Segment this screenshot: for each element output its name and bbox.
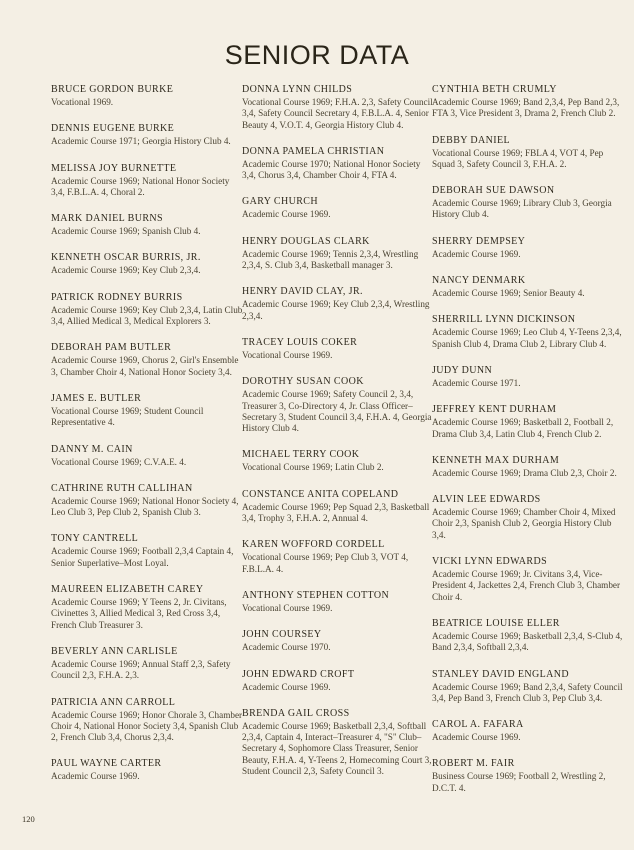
senior-description: Academic Course 1969; Chamber Choir 4, Mixed Choir 2,3, Spanish Club 2, Georgia History Club 3,4. <box>432 507 616 540</box>
column-3 <box>432 84 624 809</box>
senior-description: Academic Course 1969; Basketball 2,3,4, S-Club 4, Band 2,3,4, Softball 2,3,4. <box>432 630 623 653</box>
senior-entry <box>432 494 624 541</box>
senior-entry <box>242 286 434 322</box>
senior-entry <box>51 584 243 631</box>
senior-name: KENNETH MAX DURHAM <box>432 454 560 466</box>
senior-name: JOHN COURSEY <box>242 629 322 641</box>
senior-entry <box>51 252 243 276</box>
senior-name: TRACEY LOUIS COKER <box>242 336 358 348</box>
senior-name: SHERRY DEMPSEY <box>432 235 526 247</box>
senior-entry <box>242 590 434 614</box>
senior-description: Academic Course 1969; Band 2,3,4, Pep Band 2,3, FTA 3, Vice President 3, Drama 2, French Club 2. <box>432 97 620 119</box>
column-1 <box>51 84 243 798</box>
senior-description: Academic Course 1969; National Honor Society 4, Leo Club 3, Pep Club 2, Spanish Club 3. <box>51 495 239 518</box>
senior-name: DEBORAH SUE DAWSON <box>432 185 555 197</box>
senior-name: ROBERT M. FAIR <box>432 758 515 770</box>
senior-description: Academic Course 1969; Pep Squad 2,3, Basketball 3,4, Trophy 3, F.H.A. 2, Annual 4. <box>242 501 430 524</box>
senior-entry <box>432 404 624 440</box>
senior-entry <box>51 483 243 519</box>
senior-name: TONY CANTRELL <box>51 533 139 545</box>
senior-entry <box>51 342 243 378</box>
senior-name: CONSTANCE ANITA COPELAND <box>242 488 399 500</box>
senior-name: BRUCE GORDON BURKE <box>51 84 174 95</box>
senior-description: Academic Course 1969; Football 2,3,4 Captain 4, Senior Superlative–Most Loyal. <box>51 546 234 568</box>
senior-description: Academic Course 1969; Y Teens 2, Jr. Civitans, Civinettes 3, Allied Medical 3, Red Cross 3,4, French Club Treasurer 3. <box>51 597 227 630</box>
senior-description: Academic Course 1970; National Honor Society 3,4, Chorus 3,4, Chamber Choir 4, FTA 4. <box>242 158 421 181</box>
senior-entry <box>432 236 624 260</box>
senior-name: MAUREEN ELIZABETH CAREY <box>51 584 204 596</box>
senior-name: ANTHONY STEPHEN COTTON <box>242 589 390 601</box>
senior-description: Academic Course 1969. <box>51 771 140 782</box>
senior-description: Vocational Course 1969; C.V.A.E. 4. <box>51 456 187 467</box>
senior-description: Academic Course 1969; Spanish Club 4. <box>51 226 201 237</box>
senior-description: Academic Course 1969; Band 2,3,4, Safety Council 3,4, Pep Band 3, French Club 3, Pep Club 3,4. <box>432 681 623 703</box>
senior-name: HENRY DAVID CLAY, JR. <box>242 286 363 298</box>
senior-name: DANNY M. CAIN <box>51 443 133 455</box>
column-2 <box>242 84 434 792</box>
senior-description: Academic Course 1969; Leo Club 4, Y-Teens 2,3,4, Spanish Club 4, Drama Club 2, Library Club 4. <box>432 327 622 349</box>
senior-name: GARY CHURCH <box>242 196 318 208</box>
senior-description: Academic Course 1969, Chorus 2, Girl's Ensemble 3, Chamber Choir 4, National Honor Society 3,4. <box>51 355 239 377</box>
senior-entry <box>432 135 624 171</box>
senior-entry <box>51 163 243 199</box>
senior-entry <box>432 758 624 794</box>
senior-description: Academic Course 1969; Key Club 2,3,4, Wrestling 2,3,4. <box>242 299 430 321</box>
senior-entry <box>432 455 624 479</box>
senior-description: Vocational Course 1969; Student Council Representative 4. <box>51 405 204 428</box>
senior-description: Vocational Course 1969; FBLA 4, VOT 4, Pep Squad 3, Safety Council 3, F.H.A. 2. <box>432 147 604 169</box>
senior-name: MARK DANIEL BURNS <box>51 213 163 225</box>
senior-entry <box>432 185 624 221</box>
senior-entry <box>432 669 624 705</box>
senior-name: PATRICIA ANN CARROLL <box>51 696 176 708</box>
page-title: SENIOR DATA <box>224 40 410 70</box>
senior-description: Vocational Course 1969; F.H.A. 2,3, Safety Council 3,4, Safety Council Secretary 4, F.B.L.A. 4, Senior Beauty 4, V.O.T. 4, Georgia History Club 4. <box>242 97 433 130</box>
senior-name: NANCY DENMARK <box>432 275 526 287</box>
senior-entry <box>242 196 434 220</box>
senior-name: DOROTHY SUSAN COOK <box>242 376 364 388</box>
senior-entry <box>51 646 243 682</box>
senior-name: DEBBY DANIEL <box>432 134 511 146</box>
senior-description: Vocational Course 1969; Latin Club 2. <box>242 462 384 473</box>
senior-description: Academic Course 1969. <box>242 209 331 220</box>
senior-entry <box>242 489 434 525</box>
senior-name: JUDY DUNN <box>432 364 493 376</box>
senior-description: Academic Course 1969; Tennis 2,3,4, Wrestling 2,3,4, S. Club 3,4, Basketball manager 3. <box>242 248 419 271</box>
senior-entry <box>432 719 624 743</box>
senior-entry <box>242 449 434 473</box>
senior-name: ALVIN LEE EDWARDS <box>432 494 541 506</box>
senior-entry <box>432 314 624 350</box>
senior-description: Academic Course 1969; Annual Staff 2,3, Safety Council 2,3, F.H.A. 2,3. <box>51 658 231 681</box>
senior-description: Academic Course 1969; Library Club 3, Georgia History Club 4. <box>432 198 612 220</box>
senior-name: MELISSA JOY BURNETTE <box>51 162 177 174</box>
senior-name: DEBORAH PAM BUTLER <box>51 342 172 354</box>
senior-entry <box>242 376 434 434</box>
senior-name: CAROL A. FAFARA <box>432 719 524 731</box>
senior-entry <box>51 292 243 328</box>
senior-description: Academic Course 1969; Key Club 2,3,4. <box>51 265 201 276</box>
senior-description: Academic Course 1969. <box>432 248 521 259</box>
senior-entry <box>51 213 243 237</box>
senior-entry <box>242 669 434 693</box>
senior-entry <box>51 758 243 782</box>
senior-entry <box>51 533 243 569</box>
senior-entry <box>242 146 434 182</box>
senior-name: JOHN EDWARD CROFT <box>242 668 355 680</box>
senior-entry <box>432 556 624 603</box>
senior-entry <box>242 539 434 575</box>
senior-entry <box>242 708 434 777</box>
senior-description: Academic Course 1969; Basketball 2, Football 2, Drama Club 3,4, Latin Club 4, French Club 2. <box>432 417 614 439</box>
senior-name: PAUL WAYNE CARTER <box>51 758 162 770</box>
senior-name: DENNIS EUGENE BURKE <box>51 123 175 135</box>
senior-description: Academic Course 1970. <box>242 642 331 653</box>
senior-name: DONNA LYNN CHILDS <box>242 84 353 95</box>
senior-entry <box>51 697 243 744</box>
senior-entry <box>51 393 243 429</box>
senior-name: MICHAEL TERRY COOK <box>242 449 360 461</box>
senior-description: Academic Course 1969; Honor Chorale 3, Chamber Choir 4, National Honor Society 3,4, Spanish Club 2, French Club 3,4, Chorus 2,3,4. <box>51 709 243 743</box>
senior-entry <box>432 84 624 120</box>
senior-description: Academic Course 1969; Senior Beauty 4. <box>432 288 585 299</box>
senior-description: Academic Course 1969; Key Club 2,3,4, Latin Club 3,4, Allied Medical 3, Medical Explorers 3. <box>51 304 243 327</box>
senior-entry <box>51 123 243 147</box>
senior-name: HENRY DOUGLAS CLARK <box>242 235 370 247</box>
senior-name: DONNA PAMELA CHRISTIAN <box>242 145 385 157</box>
senior-description: Academic Course 1969; Drama Club 2,3, Choir 2. <box>432 467 617 478</box>
senior-entry <box>51 444 243 468</box>
senior-entry <box>432 618 624 654</box>
senior-name: JEFFREY KENT DURHAM <box>432 404 557 416</box>
senior-entry <box>432 365 624 389</box>
senior-name: BEVERLY ANN CARLISLE <box>51 645 178 657</box>
page-number: 120 <box>22 814 35 824</box>
senior-name: BRENDA GAIL CROSS <box>242 707 350 719</box>
senior-entry <box>242 84 434 131</box>
senior-description: Academic Course 1969. <box>432 732 521 743</box>
senior-description: Academic Course 1971; Georgia History Club 4. <box>51 136 231 147</box>
senior-entry <box>51 84 243 108</box>
senior-name: KENNETH OSCAR BURRIS, JR. <box>51 252 201 264</box>
senior-name: SHERRILL LYNN DICKINSON <box>432 314 576 326</box>
senior-description: Vocational Course 1969; Pep Club 3, VOT 4, F.B.L.A. 4. <box>242 552 409 574</box>
senior-description: Academic Course 1969; Basketball 2,3,4, Softball 2,3,4, Captain 4, Interact–Treasurer 4, "S" Club–Secretary 4, Sophomore Class Treasurer, Senior Beauty, F.H.A. 4, Y-Teens 2, Homecoming Court 3, Student Council 2,3, Safety Council 3. <box>242 720 432 777</box>
senior-description: Vocational Course 1969. <box>242 349 333 360</box>
senior-entry <box>242 236 434 272</box>
senior-description: Business Course 1969; Football 2, Wrestling 2, D.C.T. 4. <box>432 771 606 793</box>
senior-entry <box>242 337 434 361</box>
senior-description: Academic Course 1969; Jr. Civitans 3,4, Vice-President 4, Jackettes 2,4, French Club 3, Chamber Choir 4. <box>432 569 621 602</box>
senior-name: JAMES E. BUTLER <box>51 392 142 404</box>
senior-description: Academic Course 1969. <box>242 681 331 692</box>
senior-name: PATRICK RODNEY BURRIS <box>51 291 183 303</box>
senior-name: STANLEY DAVID ENGLAND <box>432 668 570 680</box>
senior-entry <box>432 275 624 299</box>
senior-name: BEATRICE LOUISE ELLER <box>432 617 560 629</box>
senior-description: Academic Course 1969; National Honor Society 3,4, F.B.L.A. 4, Choral 2. <box>51 175 230 197</box>
senior-description: Academic Course 1971. <box>432 377 521 388</box>
senior-name: KAREN WOFFORD CORDELL <box>242 539 385 551</box>
senior-description: Vocational Course 1969. <box>242 602 333 613</box>
senior-entry <box>242 629 434 653</box>
senior-description: Vocational 1969. <box>51 97 114 107</box>
senior-name: CYNTHIA BETH CRUMLY <box>432 84 557 95</box>
senior-name: VICKI LYNN EDWARDS <box>432 556 548 568</box>
senior-description: Academic Course 1969; Safety Council 2, 3,4, Treasurer 3, Co-Directory 4, Jr. Class Officer–Secretary 3, Student Council 3,4, F.H.A. 4, Georgia History Club 4. <box>242 389 432 434</box>
senior-name: CATHRINE RUTH CALLIHAN <box>51 482 193 494</box>
